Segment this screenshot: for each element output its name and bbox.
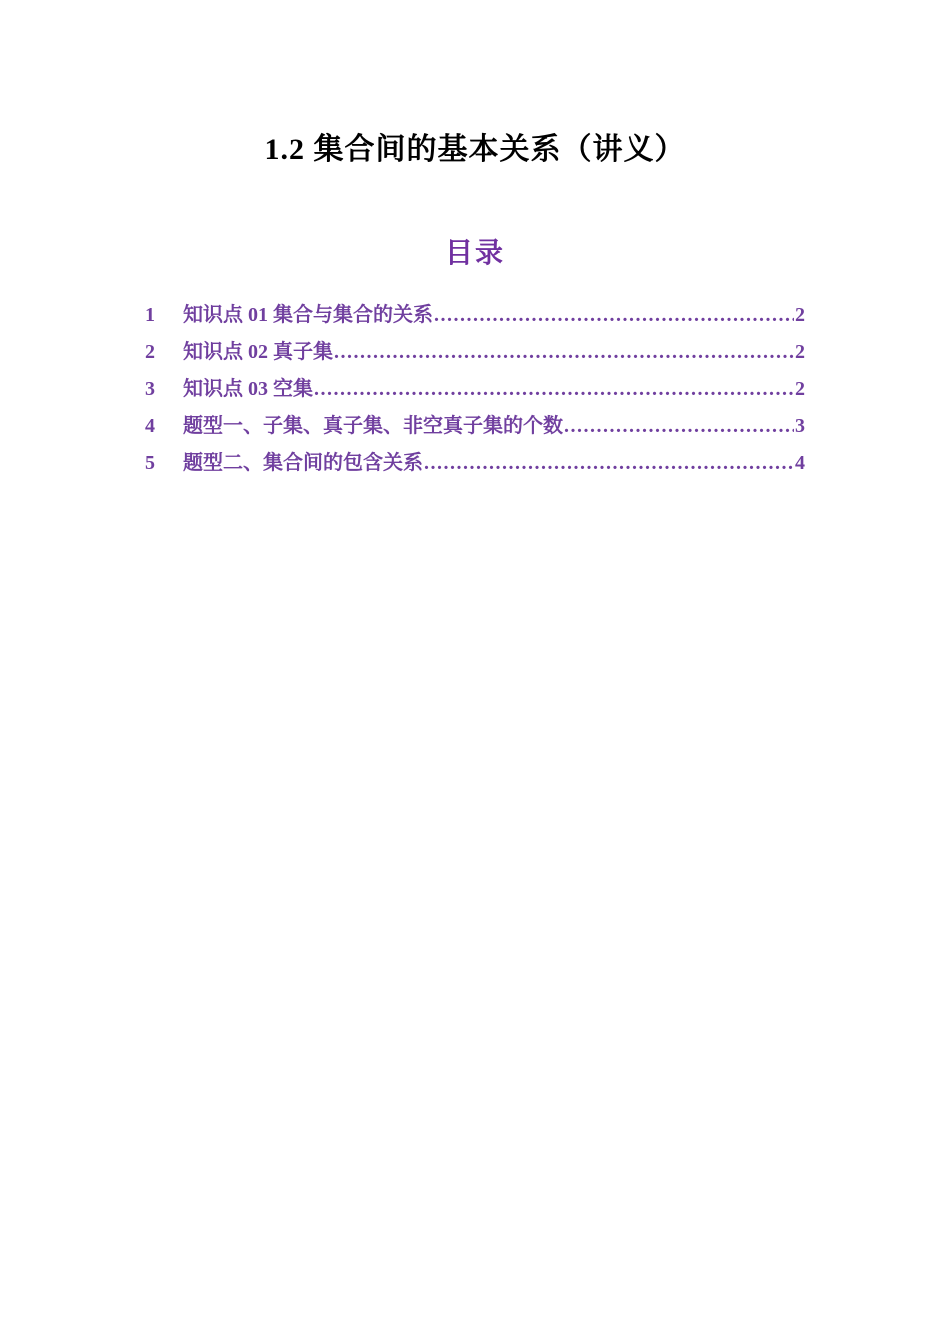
toc-entry-label: 题型二、集合间的包含关系 bbox=[183, 452, 423, 474]
toc-entry-page: 2 bbox=[795, 378, 805, 400]
toc-entry-label: 知识点 01 集合与集合的关系 bbox=[183, 304, 433, 326]
toc-entry-page: 2 bbox=[795, 341, 805, 363]
toc-entry[interactable] bbox=[145, 297, 805, 334]
toc-entry-page: 2 bbox=[795, 304, 805, 326]
toc-dot-leader bbox=[314, 371, 794, 408]
toc-entry-page: 4 bbox=[795, 452, 805, 474]
toc-entry[interactable] bbox=[145, 445, 805, 482]
toc-entry-label: 知识点 03 空集 bbox=[183, 378, 313, 400]
toc-heading: 目录 bbox=[444, 237, 505, 268]
toc-dot-leader bbox=[434, 297, 794, 334]
table-of-contents bbox=[145, 297, 805, 482]
toc-entry[interactable] bbox=[145, 334, 805, 371]
toc-entry-label: 题型一、子集、真子集、非空真子集的个数 bbox=[183, 415, 563, 437]
toc-entry-number: 5 bbox=[145, 452, 155, 474]
toc-dot-leader bbox=[424, 445, 794, 482]
toc-entry-number: 4 bbox=[145, 415, 155, 437]
toc-dot-leader bbox=[564, 408, 794, 445]
toc-entry-label: 知识点 02 真子集 bbox=[183, 341, 333, 363]
toc-entry[interactable] bbox=[145, 408, 805, 445]
toc-dot-leader bbox=[334, 334, 794, 371]
toc-entry-number: 2 bbox=[145, 341, 155, 363]
toc-entry[interactable] bbox=[145, 371, 805, 408]
toc-entry-number: 3 bbox=[145, 378, 155, 400]
toc-entry-page: 3 bbox=[795, 415, 805, 437]
page-title: 1.2 集合间的基本关系（讲义） bbox=[264, 133, 686, 166]
toc-entry-number: 1 bbox=[145, 304, 155, 326]
